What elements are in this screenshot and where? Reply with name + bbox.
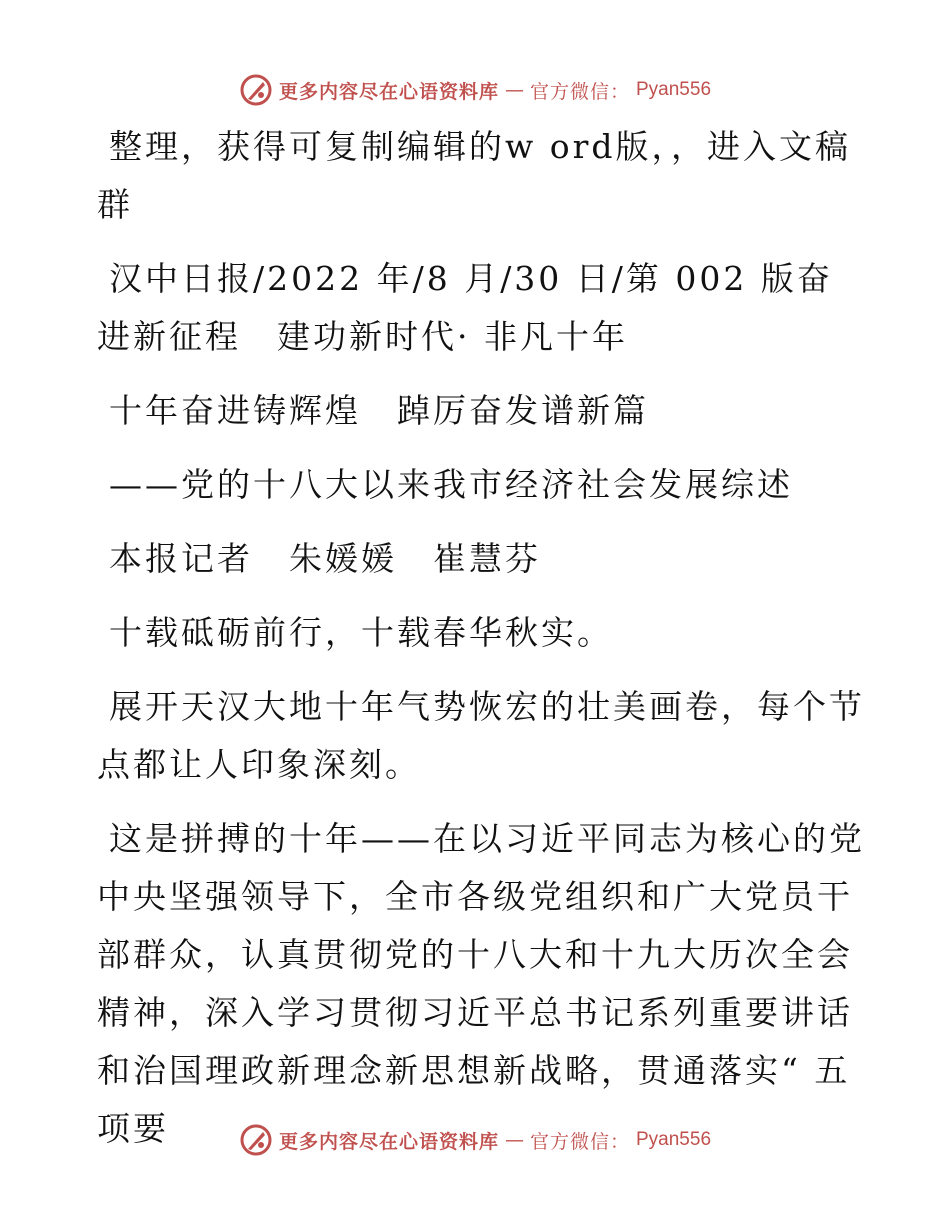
watermark-wechat-id: Pyan556: [636, 1129, 712, 1150]
watermark-dash: —: [504, 79, 524, 101]
watermark-dash: —: [504, 1129, 524, 1151]
footer-watermark: [0, 1120, 950, 1160]
quill-logo-icon: [239, 1123, 273, 1157]
document-body: [97, 118, 867, 1158]
paragraph-intro: 整理，获得可复制编辑的w ord版，，进入文稿群: [97, 127, 852, 224]
article-title: 十年奋进铸辉煌 踔厉奋发谱新篇: [109, 391, 649, 430]
paragraph-source: 汉中日报/2022 年/8 月/30 日/第 002 版奋进新征程 建功新时代· 非凡十年: [97, 259, 833, 356]
quill-logo-icon: [239, 73, 273, 107]
article-byline: 本报记者 朱媛媛 崔慧芬: [109, 539, 541, 578]
header-watermark: [0, 70, 950, 110]
paragraph-overview: 展开天汉大地十年气势恢宏的壮美画卷，每个节点都让人印象深刻。: [97, 687, 865, 784]
watermark-official-label: 官方微信：: [529, 80, 630, 103]
watermark-site-text: 更多内容尽在心语资料库: [278, 80, 499, 103]
watermark-site-text: 更多内容尽在心语资料库: [278, 1130, 499, 1153]
watermark-official-label: 官方微信：: [529, 1130, 630, 1153]
article-subtitle: ——党的十八大以来我市经济社会发展综述: [109, 465, 793, 504]
paragraph-body: 这是拼搏的十年——在以习近平同志为核心的党中央坚强领导下，全市各级党组织和广大党员干部群众，认真贯彻党的十八大和十九大历次全会精神，深入学习贯彻习近平总书记系列重要讲话和治国理政新理念新思想新战略，贯通落实“ 五项要: [97, 819, 865, 1148]
paragraph-lead: 十载砥砺前行，十载春华秋实。: [109, 613, 613, 652]
watermark-wechat-id: Pyan556: [636, 79, 712, 100]
